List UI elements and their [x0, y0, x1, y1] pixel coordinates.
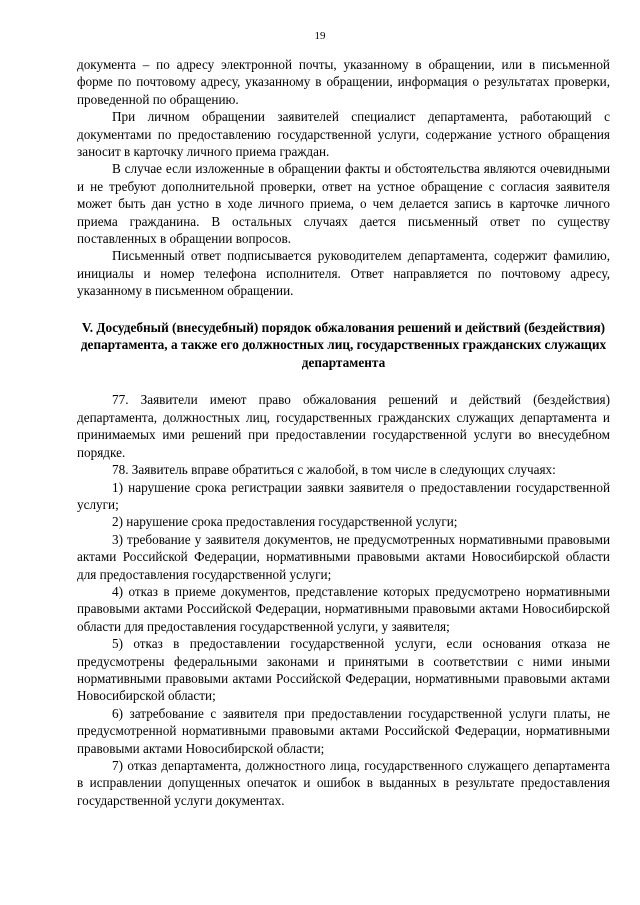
list-item: 5) отказ в предоставлении государственной услуги, если основания отказа не предусмотрены федеральными законами и принятыми в соответствии с ними иными нормативными правовыми актами Российской Федерации, нормативными правовыми актами Новосибирской области; — [77, 636, 610, 704]
list-item: 6) затребование с заявителя при предоставлении государственной услуги платы, не предусмотренной нормативными правовыми актами Российской Федерации, нормативными правовыми актами Новосибирской области; — [77, 705, 610, 756]
list-item: 1) нарушение срока регистрации заявки заявителя о предоставлении государственной услуги; — [77, 479, 610, 512]
paragraph: Письменный ответ подписывается руководителем департамента, содержит фамилию, инициалы и номер телефона исполнителя. Ответ направляется по почтовому адресу, указанному в письменном обращении. — [77, 248, 610, 299]
section-heading: V. Досудебный (внесудебный) порядок обжалования решений и действий (бездействия) департамента, а также его должностных лиц, государственных гражданских служащих департамента — [80, 319, 607, 370]
page-number: 19 — [314, 30, 326, 42]
list-item: 7) отказ департамента, должностного лица, государственного служащего департамента в исправлении допущенных опечаток и ошибок в выданных в результате предоставления государственной услуги документах. — [77, 758, 610, 808]
clause-77: 77. Заявители имеют право обжалования решений и действий (бездействия) департамента, должностных лиц, государственных гражданских служащих департамента и принимаемых ими решений при предоставлении государственной услуги во внесудебном порядке. — [77, 392, 610, 460]
list-item: 4) отказ в приеме документов, представление которых предусмотрено нормативными правовыми актами Российской Федерации, нормативными правовыми актами Новосибирской области для предоставления государственной услуги, у заявителя; — [77, 583, 610, 634]
page-content — [77, 56, 610, 809]
list-item: 3) требование у заявителя документов, не предусмотренных нормативными правовыми актами Российской Федерации, нормативными правовыми актами Новосибирской области для предоставления государственной услуги; — [77, 531, 610, 582]
paragraph: При личном обращении заявителей специалист департамента, работающий с документами по предоставлению государственной услуги, содержание устного обращения заносит в карточку личного приема граждан. — [77, 109, 610, 160]
clause-78: 78. Заявитель вправе обратиться с жалобой, в том числе в следующих случаях: — [112, 462, 556, 478]
paragraph: документа – по адресу электронной почты, указанному в обращении, или в письменной форме по почтовому адресу, указанному в обращении, информация о результатах проверки, проведенной по обращению. — [77, 57, 610, 107]
paragraph: В случае если изложенные в обращении факты и обстоятельства являются очевидными и не требуют дополнительной проверки, ответ на устное обращение с согласия заявителя может быть дан устно в ходе личного приема, о чем делается запись в карточке личного приема гражданина. В остальных случаях дается письменный ответ по существу поставленных в обращении вопросов. — [77, 161, 610, 247]
list-item: 2) нарушение срока предоставления государственной услуги; — [112, 514, 458, 530]
